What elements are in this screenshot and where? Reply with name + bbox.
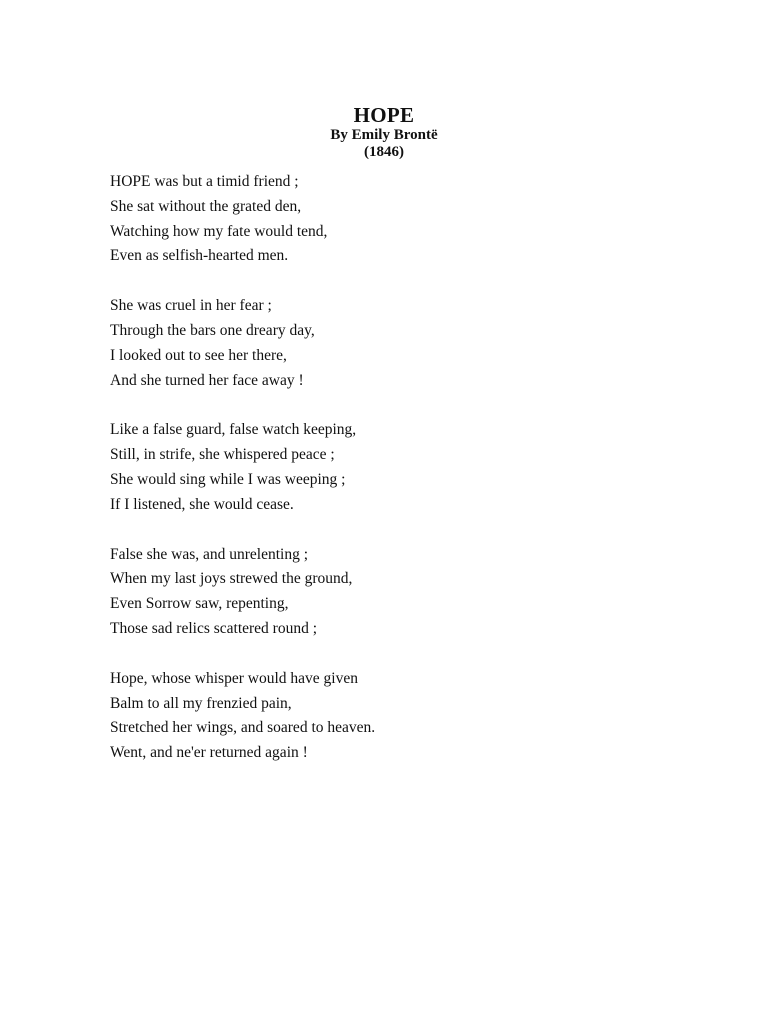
poem-line: Through the bars one dreary day, [110,321,315,339]
poem-line: Stretched her wings, and soared to heaven. [110,719,376,737]
poem-line: Like a false guard, false watch keeping, [110,421,357,439]
poem-line: When my last joys strewed the ground, [110,570,353,588]
stanza-1 [110,170,670,269]
poem-title: HOPE [353,103,415,127]
poem-line: Balm to all my frenzied pain, [110,694,292,712]
poem-line: She was cruel in her fear ; [110,297,272,315]
poem-line: False she was, and unrelenting ; [110,545,309,563]
poem-line: Watching how my fate would tend, [110,222,328,240]
poem-header [0,103,768,161]
poem-line: I looked out to see her there, [110,346,287,364]
poem-line: And she turned her face away ! [110,371,304,389]
poem-line: If I listened, she would cease. [110,495,294,513]
stanza-3 [110,418,670,517]
poem-author: By Emily Brontë [330,127,438,143]
poem-year: (1846) [364,144,404,160]
poem-body [110,170,670,791]
stanza-4 [110,543,670,642]
poem-line: Hope, whose whisper would have given [110,669,358,687]
poem-line: Those sad relics scattered round ; [110,619,318,637]
poem-line: Went, and ne'er returned again ! [110,744,308,762]
stanza-5 [110,667,670,766]
poem-line: She would sing while I was weeping ; [110,470,346,488]
poem-line: Even as selfish-hearted men. [110,247,289,265]
poem-line: She sat without the grated den, [110,197,302,215]
poem-line: Even Sorrow saw, repenting, [110,595,289,613]
poem-line: HOPE was but a timid friend ; [110,173,299,190]
stanza-2 [110,294,670,393]
poem-line: Still, in strife, she whispered peace ; [110,446,335,464]
